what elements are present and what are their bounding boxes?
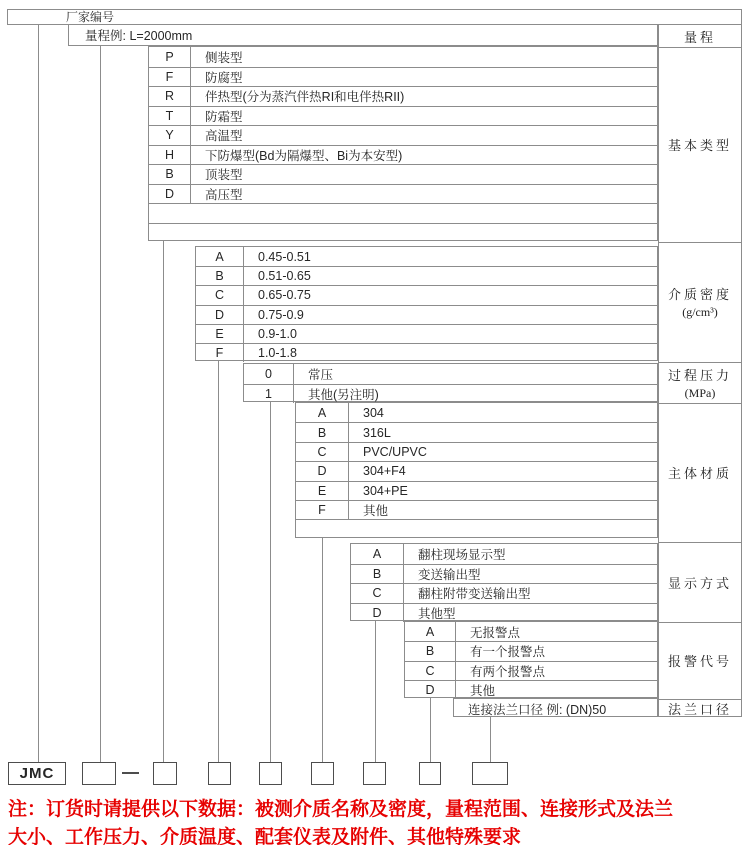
row-description: 304+F4 [363, 464, 406, 479]
row-code-cell: C [196, 286, 244, 304]
order-note-line1: 注：订货时请提供以下数据：被测介质名称及密度，量程范围、连接形式及法兰 [8, 799, 674, 820]
row-code-cell: Y [149, 126, 191, 145]
category-label-text: 主体材质 [667, 466, 732, 481]
row-code-cell: C [296, 443, 349, 461]
row-description: 高温型 [205, 129, 243, 144]
category-label-unit: (g/cm³) [682, 305, 718, 319]
row-code-cell: H [149, 146, 191, 165]
code-box [363, 762, 386, 785]
row-code-cell: T [149, 107, 191, 126]
category-label-text: 报警代号 [667, 654, 732, 669]
row-description: 其他 [470, 683, 496, 698]
row-description: 有一个报警点 [470, 645, 546, 660]
row-description: 翻柱现场显示型 [418, 547, 506, 562]
row-code-cell: C [405, 662, 456, 680]
row-code-cell: D [149, 185, 191, 204]
row-description: 无报警点 [470, 625, 521, 640]
range-example-text: 量程例: L=2000mm [85, 29, 193, 43]
order-note-line2: 大小、工作压力、介质温度、配套仪表及附件、其他特殊要求 [8, 827, 522, 845]
code-box [208, 762, 231, 785]
row-code-cell: R [149, 87, 191, 106]
code-box [472, 762, 508, 785]
code-box [259, 762, 282, 785]
row-code-cell: E [196, 325, 244, 343]
row-code-cell: 0 [244, 364, 294, 384]
row-code-cell: C [351, 584, 404, 603]
row-code-cell: A [351, 544, 404, 564]
model-prefix-box: JMC [8, 762, 66, 785]
code-box [82, 762, 116, 785]
category-label-text: 介质密度 [667, 287, 732, 302]
row-code-cell: A [196, 247, 244, 266]
row-code-cell: P [149, 47, 191, 67]
row-description: 0.65-0.75 [258, 288, 311, 303]
row-description: 0.75-0.9 [258, 307, 304, 322]
row-code-cell: B [149, 165, 191, 184]
row-description: 有两个报警点 [470, 664, 546, 679]
row-description: 常压 [308, 367, 334, 382]
row-description: 高压型 [205, 187, 243, 202]
row-description: 伴热型(分为蒸汽伴热RI和电伴热RII) [205, 90, 405, 105]
code-box [419, 762, 441, 785]
row-description: 0.51-0.65 [258, 269, 311, 284]
row-code-cell: F [149, 68, 191, 87]
category-label-text: 量程 [683, 29, 716, 45]
row-description: 变送输出型 [418, 567, 481, 582]
order-note [8, 796, 750, 845]
row-code-cell: D [351, 604, 404, 623]
row-description: 翻柱附带变送输出型 [418, 587, 531, 602]
row-description: 防腐型 [205, 70, 243, 85]
row-description: 304 [363, 405, 384, 420]
category-label-text: 基本类型 [667, 138, 732, 153]
row-code-cell: B [196, 267, 244, 285]
row-description: 0.9-1.0 [258, 326, 297, 341]
category-label-unit: (MPa) [684, 385, 716, 400]
row-description: 304+PE [363, 483, 408, 498]
row-code-cell: D [405, 681, 456, 699]
row-description: 1.0-1.8 [258, 346, 297, 361]
row-code-cell: B [351, 565, 404, 584]
row-code-cell: F [196, 344, 244, 362]
row-code-cell: B [296, 423, 349, 441]
manufacturer-code-box: 厂家编号 [7, 9, 742, 25]
row-code-cell: A [405, 622, 456, 641]
category-label-text: 过程压力 [667, 367, 732, 383]
row-code-cell: D [296, 462, 349, 480]
row-description: 316L [363, 425, 391, 440]
row-description: 防霜型 [205, 109, 243, 124]
category-label-text: 显示方式 [667, 575, 732, 591]
row-code-cell: F [296, 501, 349, 519]
row-code-cell: B [405, 642, 456, 660]
row-code-cell: A [296, 403, 349, 422]
row-description: 其他 [363, 504, 389, 519]
row-description: PVC/UPVC [363, 444, 427, 459]
row-description: 侧装型 [205, 50, 243, 65]
row-description: 其他(另注明) [308, 387, 379, 402]
row-description: 其他型 [418, 606, 456, 621]
row-code-cell: D [196, 306, 244, 324]
row-code-cell: E [296, 482, 349, 500]
row-description: 下防爆型(Bd为隔爆型、Bi为本安型) [205, 148, 403, 163]
category-label-text: 法兰口径 [667, 702, 732, 717]
row-code-cell: 1 [244, 385, 294, 404]
dash-separator [122, 772, 139, 774]
code-box [153, 762, 177, 785]
row-description: 顶装型 [205, 168, 243, 183]
row-description: 0.45-0.51 [258, 249, 311, 264]
row-description: 连接法兰口径 例: (DN)50 [468, 702, 607, 717]
code-box [311, 762, 334, 785]
